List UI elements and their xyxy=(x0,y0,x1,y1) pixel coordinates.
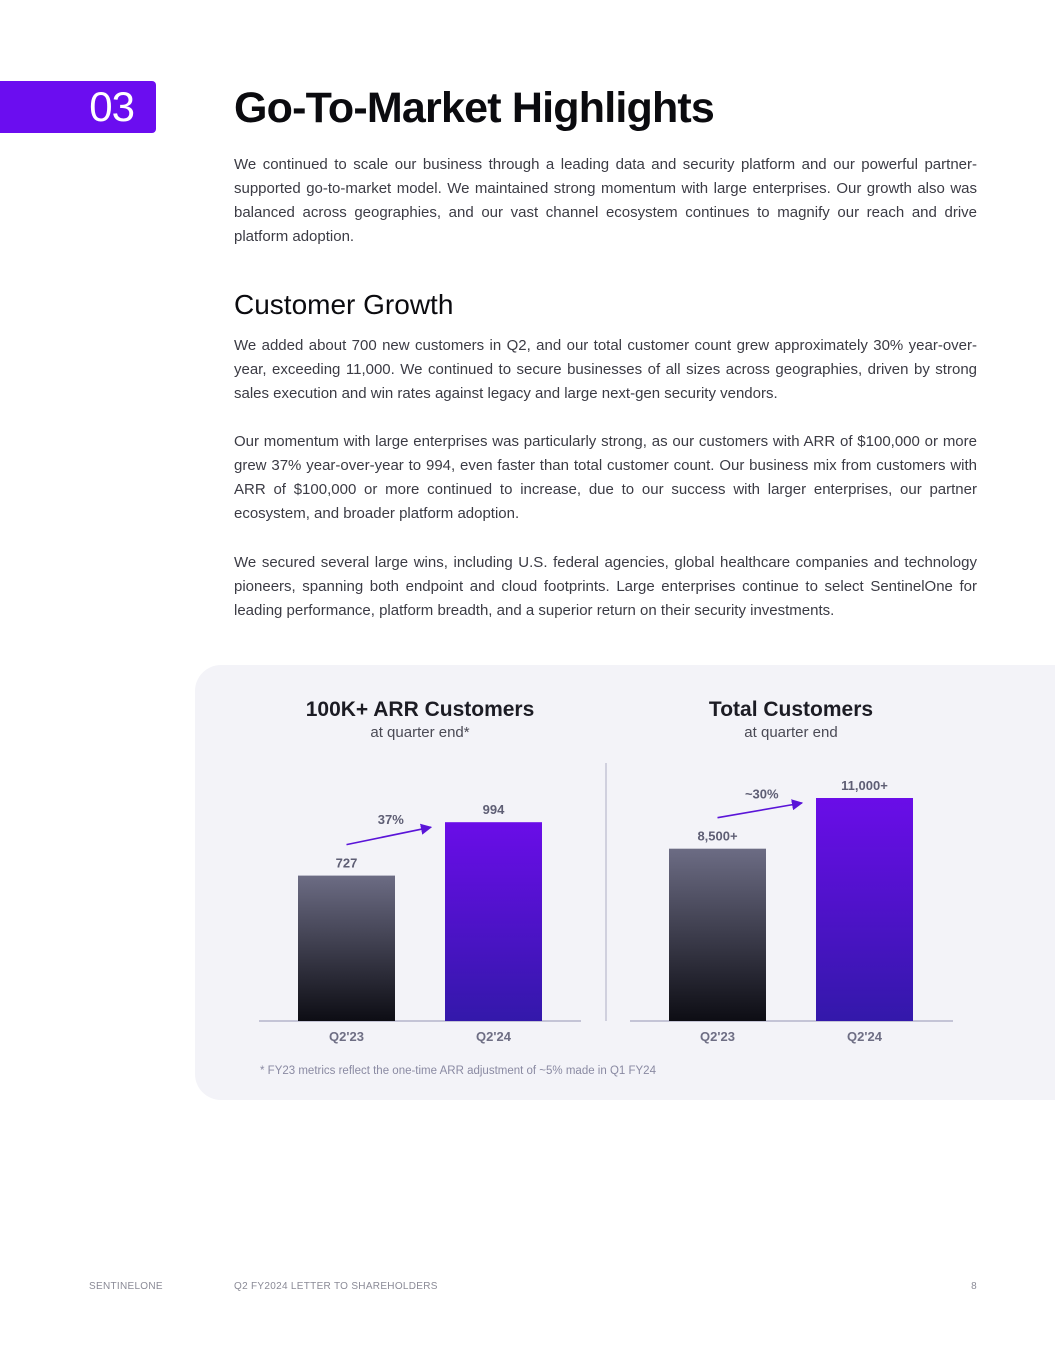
chart-2-data-label: 8,500+ xyxy=(697,828,738,844)
chart-1-subtitle: at quarter end* xyxy=(370,724,470,741)
intro-paragraph: We continued to scale our business through a leading data and security platform and our powerful partner-supported go-to-market model. We maintained strong momentum with large enterprises. Our growth also was balanced across geographies, and our vast channel ecosystem continues to magnify our reach and drive platform adoption. xyxy=(234,156,977,245)
chart-1-title: 100K+ ARR Customers xyxy=(305,698,535,721)
chart-2-data-label: 11,000+ xyxy=(841,778,888,793)
chart-2-category-label: Q2'24 xyxy=(847,1029,882,1044)
chart-1-data-label: 994 xyxy=(482,802,505,818)
customer-growth-paragraph-1: We added about 700 new customers in Q2, and our total customer count grew approximately 30% year-over-year, exceeding 11,000. We continued to secure businesses of all sizes across geographies, driven by strong sales execution and win rates against legacy and large next-gen security vendors. xyxy=(234,337,977,402)
footer-document-title: Q2 FY2024 LETTER TO SHAREHOLDERS xyxy=(234,1281,438,1292)
chart-1-growth-label: 37% xyxy=(377,811,404,827)
chart-2-growth-label: ~30% xyxy=(744,786,779,802)
chart-2-growth-arrow xyxy=(718,803,803,818)
chart-2-title: Total Customers xyxy=(708,698,874,721)
footer-company: SENTINELONE xyxy=(89,1281,163,1292)
customer-growth-heading: Customer Growth xyxy=(234,289,454,320)
chart-1-growth-arrow xyxy=(347,827,432,844)
page-title: Go-To-Market Highlights xyxy=(234,84,715,132)
chart-1-category-label: Q2'23 xyxy=(329,1029,364,1044)
section-number: 03 xyxy=(89,83,134,130)
chart-1-bar-Q223 xyxy=(298,876,395,1021)
chart-2-bar-Q224 xyxy=(816,798,913,1021)
footer-page-number: 8 xyxy=(971,1281,977,1292)
chart-1-data-label: 727 xyxy=(335,855,358,871)
chart-2-bar-Q223 xyxy=(669,849,766,1021)
chart-1-category-label: Q2'24 xyxy=(476,1029,511,1044)
customer-growth-paragraph-2: Our momentum with large enterprises was particularly strong, as our customers with ARR of $100,000 or more grew 37% year-over-year to 994, even faster than total customer count. Our business mix from customers with ARR of $100,000 or more continued to increase, due to our success with larger enterprises, our partner ecosystem, and broader platform adoption. xyxy=(234,433,977,522)
chart-1-bar-Q224 xyxy=(445,822,542,1021)
chart-2-category-label: Q2'23 xyxy=(700,1029,735,1044)
customer-growth-paragraph-3: We secured several large wins, including U.S. federal agencies, global healthcare companies and technology pioneers, spanning both endpoint and cloud footprints. Large enterprises continue to select SentinelOne for leading performance, platform breadth, and a superior return on their security investments. xyxy=(234,554,977,619)
chart-footnote: * FY23 metrics reflect the one-time ARR adjustment of ~5% made in Q1 FY24 xyxy=(260,1065,656,1077)
chart-2-subtitle: at quarter end xyxy=(744,724,838,741)
